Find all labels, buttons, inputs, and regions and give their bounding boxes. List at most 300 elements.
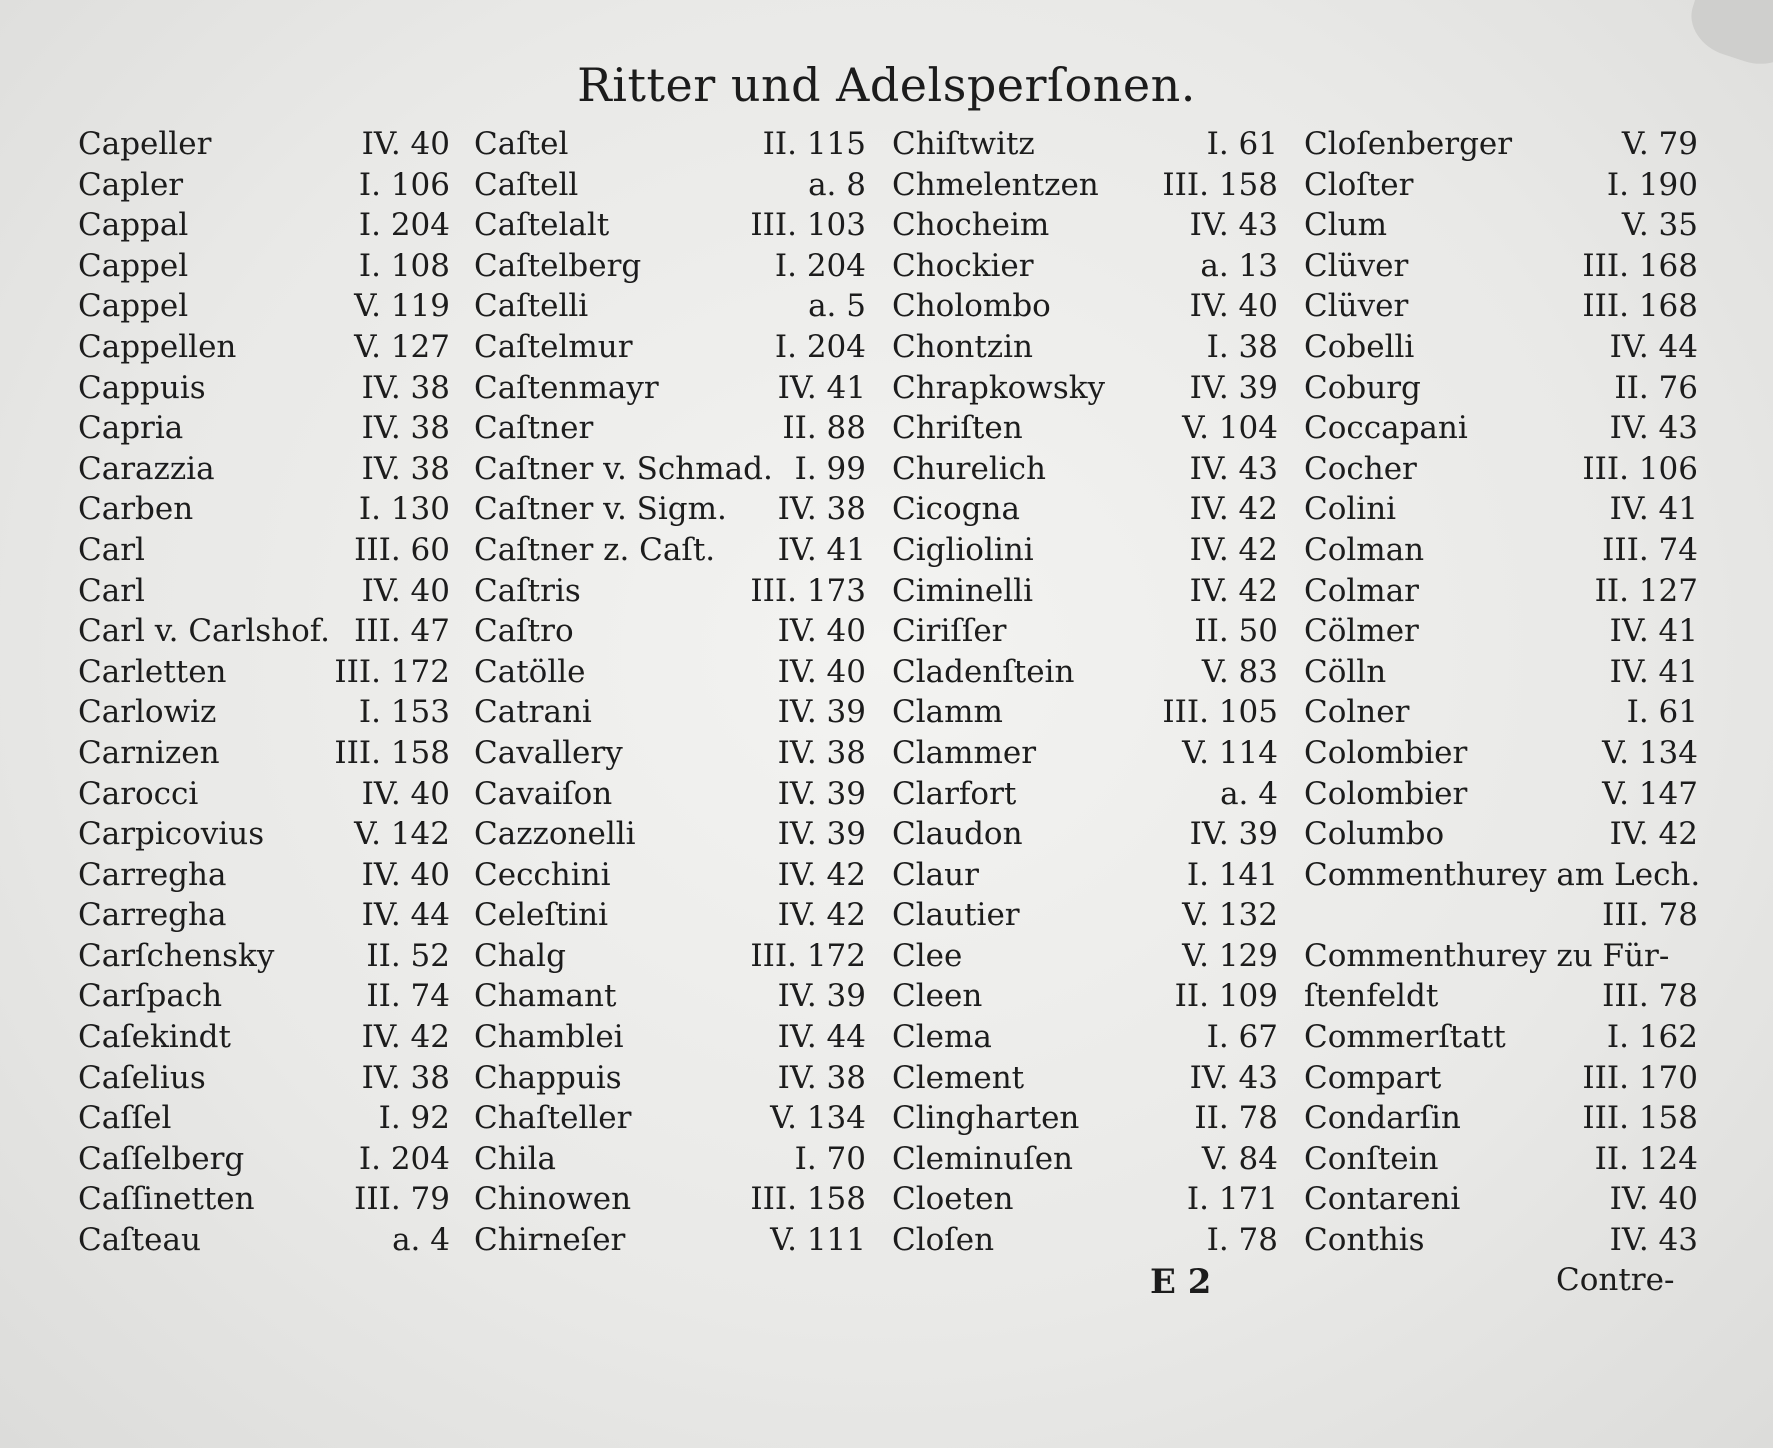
entry-name: Clammer xyxy=(892,734,1037,771)
entry-reference: III. 170 xyxy=(1582,1059,1698,1096)
index-entry xyxy=(1304,733,1698,774)
index-entry xyxy=(78,814,450,855)
entry-name: ſtenfeldt xyxy=(1304,978,1439,1015)
index-entry xyxy=(78,368,450,409)
entry-name: Colombier xyxy=(1304,775,1468,812)
index-column-1 xyxy=(78,124,450,1261)
index-entry xyxy=(474,1098,866,1139)
entry-name: Chrapkowsky xyxy=(892,369,1106,406)
entry-name: Cloſenberger xyxy=(1304,126,1513,162)
index-entry xyxy=(474,286,866,327)
entry-name: Carregha xyxy=(78,897,227,934)
index-entry xyxy=(892,733,1278,774)
entry-reference: III. 106 xyxy=(1582,450,1698,487)
entry-name: Commenthurey am Lech. xyxy=(1304,856,1701,893)
entry-name: Cappal xyxy=(78,207,189,244)
entry-reference: I. 130 xyxy=(358,491,450,528)
entry-reference: III. 47 xyxy=(354,613,450,650)
index-entry xyxy=(892,368,1278,409)
index-entry xyxy=(892,530,1278,571)
entry-reference: I. 171 xyxy=(1186,1181,1278,1218)
index-entry xyxy=(78,530,450,571)
entry-name: Chmelentzen xyxy=(892,166,1099,203)
index-entry xyxy=(78,327,450,368)
entry-reference: IV. 43 xyxy=(1189,207,1278,244)
index-entry xyxy=(1304,489,1698,530)
entry-name: Clautier xyxy=(892,897,1020,934)
index-column-4 xyxy=(1304,124,1701,1261)
entry-name: Cavaiſon xyxy=(474,775,613,812)
entry-name: Cloſter xyxy=(1304,166,1414,203)
entry-name: Caſſinetten xyxy=(78,1181,255,1218)
entry-name: Clingharten xyxy=(892,1100,1080,1137)
index-entry xyxy=(474,124,866,165)
entry-reference: a. 5 xyxy=(808,288,866,325)
entry-reference: I. 99 xyxy=(794,450,866,487)
index-entry xyxy=(78,774,450,815)
entry-name: Ciriſſer xyxy=(892,613,1007,650)
entry-name: Condarſin xyxy=(1304,1100,1461,1137)
entry-name: Colmar xyxy=(1304,572,1419,609)
index-entry xyxy=(1304,611,1698,652)
index-entry xyxy=(78,652,450,693)
entry-reference: IV. 40 xyxy=(361,775,450,812)
entry-name: Caſtelmur xyxy=(474,328,633,365)
entry-reference: II. 115 xyxy=(762,126,866,162)
index-entry xyxy=(892,449,1278,490)
entry-reference: IV. 40 xyxy=(361,856,450,893)
index-entry xyxy=(78,1179,450,1220)
entry-reference: IV. 44 xyxy=(777,1019,866,1056)
index-entry xyxy=(474,692,866,733)
entry-reference: II. 74 xyxy=(366,978,450,1015)
index-entry xyxy=(892,1179,1278,1220)
entry-name: Chamant xyxy=(474,978,617,1015)
entry-reference: II. 50 xyxy=(1194,613,1278,650)
entry-reference: III. 158 xyxy=(1582,1100,1698,1137)
entry-reference: I. 204 xyxy=(358,1140,450,1177)
entry-reference: IV. 40 xyxy=(361,126,450,162)
index-entry xyxy=(474,408,866,449)
index-entry xyxy=(1304,1098,1698,1139)
entry-name: Catölle xyxy=(474,653,586,690)
entry-reference: III. 79 xyxy=(354,1181,450,1218)
entry-name: Chalg xyxy=(474,937,566,974)
entry-name: Conſtein xyxy=(1304,1140,1439,1177)
entry-reference: III. 168 xyxy=(1582,288,1698,325)
index-entry xyxy=(1304,327,1698,368)
entry-reference: V. 147 xyxy=(1602,775,1698,812)
entry-name: Colombier xyxy=(1304,734,1468,771)
index-entry xyxy=(78,124,450,165)
index-entry xyxy=(892,976,1278,1017)
entry-reference: IV. 42 xyxy=(1609,816,1698,853)
entry-name: Clarfort xyxy=(892,775,1017,812)
index-entry xyxy=(892,895,1278,936)
entry-name: Chirneſer xyxy=(474,1222,626,1259)
entry-name: Carl v. Carlshof. xyxy=(78,613,331,650)
entry-name: Carl xyxy=(78,531,145,568)
entry-reference: I. 204 xyxy=(774,247,866,284)
index-entry xyxy=(1304,652,1698,693)
entry-reference: V. 84 xyxy=(1201,1140,1278,1177)
entry-name: Caſelius xyxy=(78,1059,206,1096)
index-entry xyxy=(892,814,1278,855)
entry-name: Carlowiz xyxy=(78,694,217,731)
entry-name: Contareni xyxy=(1304,1181,1461,1218)
index-entry xyxy=(1304,408,1698,449)
entry-name: Carſpach xyxy=(78,978,223,1015)
entry-reference: V. 119 xyxy=(354,288,450,325)
entry-name: Cappel xyxy=(78,288,189,325)
entry-name: Colner xyxy=(1304,694,1410,731)
index-entry xyxy=(474,530,866,571)
entry-name: Claudon xyxy=(892,816,1023,853)
index-entry xyxy=(474,205,866,246)
entry-name: Chamblei xyxy=(474,1019,624,1056)
entry-name: Chontzin xyxy=(892,328,1033,365)
index-entry xyxy=(1304,205,1698,246)
index-column-3 xyxy=(892,124,1278,1261)
entry-name: Commenthurey zu Für- xyxy=(1304,937,1670,974)
entry-reference: I. 67 xyxy=(1206,1019,1278,1056)
entry-name: Carben xyxy=(78,491,194,528)
entry-reference: IV. 43 xyxy=(1189,1059,1278,1096)
entry-name: Caſtenmayr xyxy=(474,369,659,406)
entry-name: Coccapani xyxy=(1304,410,1468,447)
entry-name: Clum xyxy=(1304,207,1387,244)
entry-name: Cladenſtein xyxy=(892,653,1075,690)
entry-reference: II. 88 xyxy=(782,410,866,447)
entry-name: Caſtelberg xyxy=(474,247,642,284)
index-entry xyxy=(78,246,450,287)
index-entry xyxy=(1304,774,1698,815)
index-entry xyxy=(78,895,450,936)
entry-reference: IV. 41 xyxy=(777,531,866,568)
entry-name: Churelich xyxy=(892,450,1046,487)
index-entry xyxy=(78,449,450,490)
entry-name: Carl xyxy=(78,572,145,609)
entry-name: Clamm xyxy=(892,694,1003,731)
entry-name: Cloſen xyxy=(892,1222,995,1259)
entry-reference: I. 153 xyxy=(358,694,450,731)
entry-name: Capler xyxy=(78,166,184,203)
entry-name: Carſchensky xyxy=(78,937,275,974)
entry-reference: I. 38 xyxy=(1206,328,1278,365)
index-entry xyxy=(474,611,866,652)
index-entry xyxy=(1304,165,1698,206)
entry-reference: IV. 42 xyxy=(1189,572,1278,609)
entry-reference: V. 83 xyxy=(1201,653,1278,690)
entry-name: Columbo xyxy=(1304,816,1445,853)
index-entry xyxy=(474,1179,866,1220)
entry-reference: IV. 39 xyxy=(777,694,866,731)
index-entry xyxy=(78,286,450,327)
entry-name: Clee xyxy=(892,937,963,974)
index-entry xyxy=(892,652,1278,693)
entry-name: Caſekindt xyxy=(78,1019,231,1056)
entry-name: Cholombo xyxy=(892,288,1051,325)
entry-reference: IV. 42 xyxy=(1189,531,1278,568)
index-entry xyxy=(892,774,1278,815)
entry-reference: III. 172 xyxy=(334,653,450,690)
index-entry xyxy=(78,165,450,206)
index-entry xyxy=(78,1017,450,1058)
page-title: Ritter und Adelsperſonen. xyxy=(577,58,1196,112)
index-entry xyxy=(78,1220,450,1261)
index-entry xyxy=(1304,976,1698,1017)
entry-name: Carregha xyxy=(78,856,227,893)
index-entry xyxy=(474,976,866,1017)
entry-name: Cölln xyxy=(1304,653,1387,690)
entry-reference: a. 8 xyxy=(808,166,866,203)
entry-name: Caſtelalt xyxy=(474,207,610,244)
entry-name: Carpicovius xyxy=(78,816,265,853)
entry-name: Carazzia xyxy=(78,450,215,487)
entry-reference: III. 158 xyxy=(750,1181,866,1218)
entry-reference: IV. 38 xyxy=(361,450,450,487)
entry-reference: V. 111 xyxy=(770,1222,866,1259)
index-entry xyxy=(892,1220,1278,1261)
entry-reference: V. 142 xyxy=(354,816,450,853)
entry-reference: IV. 40 xyxy=(1189,288,1278,325)
index-entry xyxy=(892,1139,1278,1180)
entry-reference: IV. 44 xyxy=(1609,328,1698,365)
index-entry xyxy=(1304,1139,1698,1180)
index-entry xyxy=(1304,692,1698,733)
entry-reference: IV. 39 xyxy=(777,775,866,812)
entry-reference: III. 78 xyxy=(1602,897,1698,934)
index-entry xyxy=(78,489,450,530)
entry-reference: V. 79 xyxy=(1621,126,1698,162)
entry-reference: I. 78 xyxy=(1206,1222,1278,1259)
index-entry xyxy=(892,1058,1278,1099)
entry-reference: V. 127 xyxy=(354,328,450,365)
entry-reference: IV. 42 xyxy=(777,897,866,934)
entry-name: Chinowen xyxy=(474,1181,632,1218)
entry-name: Cölmer xyxy=(1304,613,1419,650)
index-entry xyxy=(892,1098,1278,1139)
entry-reference: IV. 38 xyxy=(777,1059,866,1096)
entry-reference: IV. 40 xyxy=(1609,1181,1698,1218)
index-entry xyxy=(474,368,866,409)
entry-name: Clüver xyxy=(1304,247,1409,284)
index-entry xyxy=(1304,1017,1698,1058)
index-entry xyxy=(78,692,450,733)
entry-reference: II. 124 xyxy=(1594,1140,1698,1177)
index-entry xyxy=(78,855,450,896)
index-entry xyxy=(78,571,450,612)
entry-reference: IV. 40 xyxy=(777,613,866,650)
index-entry xyxy=(1304,530,1698,571)
entry-reference: III. 74 xyxy=(1602,531,1698,568)
index-entry xyxy=(474,733,866,774)
entry-name: Chocheim xyxy=(892,207,1050,244)
entry-reference: V. 35 xyxy=(1621,207,1698,244)
entry-name: Capeller xyxy=(78,126,212,162)
entry-name: Caſtel xyxy=(474,126,569,162)
entry-reference: III. 173 xyxy=(750,572,866,609)
index-entry xyxy=(1304,246,1698,287)
entry-name: Coburg xyxy=(1304,369,1421,406)
entry-name: Cazzonelli xyxy=(474,816,636,853)
index-entry xyxy=(474,1058,866,1099)
index-entry xyxy=(1304,814,1698,855)
entry-reference: V. 129 xyxy=(1182,937,1278,974)
entry-reference: IV. 43 xyxy=(1609,410,1698,447)
entry-name: Clema xyxy=(892,1019,992,1056)
entry-reference: I. 106 xyxy=(358,166,450,203)
entry-name: Carnizen xyxy=(78,734,220,771)
index-entry xyxy=(78,976,450,1017)
entry-reference: I. 204 xyxy=(358,207,450,244)
entry-name: Carletten xyxy=(78,653,227,690)
entry-name: Caſtris xyxy=(474,572,581,609)
entry-name: Catrani xyxy=(474,694,592,731)
index-entry xyxy=(892,571,1278,612)
entry-reference: IV. 38 xyxy=(777,734,866,771)
entry-name: Caſtner z. Caſt. xyxy=(474,531,716,568)
entry-reference: II. 76 xyxy=(1614,369,1698,406)
entry-reference: I. 61 xyxy=(1626,694,1698,731)
entry-name: Clüver xyxy=(1304,288,1409,325)
index-entry xyxy=(474,1017,866,1058)
index-entry xyxy=(78,205,450,246)
index-entry xyxy=(474,936,866,977)
entry-name: Caſtner xyxy=(474,410,594,447)
entry-reference: IV. 40 xyxy=(777,653,866,690)
entry-reference: I. 61 xyxy=(1206,126,1278,162)
index-entry xyxy=(474,814,866,855)
entry-reference: IV. 39 xyxy=(1189,816,1278,853)
entry-name: Caſſelberg xyxy=(78,1140,245,1177)
entry-reference: IV. 40 xyxy=(361,572,450,609)
index-entry xyxy=(892,246,1278,287)
index-entry xyxy=(892,692,1278,733)
catchword: Contre- xyxy=(1556,1262,1675,1298)
entry-reference: I. 70 xyxy=(794,1140,866,1177)
index-entry xyxy=(474,855,866,896)
entry-name: Cocher xyxy=(1304,450,1417,487)
entry-reference: I. 141 xyxy=(1186,856,1278,893)
entry-reference: I. 108 xyxy=(358,247,450,284)
entry-name: Caſtro xyxy=(474,613,574,650)
entry-reference: IV. 42 xyxy=(361,1019,450,1056)
index-entry xyxy=(892,611,1278,652)
entry-reference: a. 4 xyxy=(1220,775,1278,812)
index-entry xyxy=(892,124,1278,165)
index-entry xyxy=(892,1017,1278,1058)
entry-name: Capria xyxy=(78,410,184,447)
entry-reference: IV. 41 xyxy=(1609,491,1698,528)
entry-name: Cigliolini xyxy=(892,531,1034,568)
entry-name: Cicogna xyxy=(892,491,1020,528)
entry-reference: IV. 39 xyxy=(777,816,866,853)
index-entry xyxy=(474,165,866,206)
entry-name: Cleen xyxy=(892,978,983,1015)
entry-reference: IV. 43 xyxy=(1609,1222,1698,1259)
index-entry xyxy=(474,571,866,612)
entry-reference: IV. 43 xyxy=(1189,450,1278,487)
entry-reference: II. 127 xyxy=(1594,572,1698,609)
entry-name: Caſteau xyxy=(78,1222,201,1259)
index-entry xyxy=(1304,368,1698,409)
entry-name: Cobelli xyxy=(1304,328,1415,365)
index-entry xyxy=(78,1139,450,1180)
index-entry xyxy=(474,327,866,368)
entry-reference: IV. 38 xyxy=(361,369,450,406)
entry-name: Commerſtatt xyxy=(1304,1019,1506,1056)
entry-name: Cleminuſen xyxy=(892,1140,1074,1177)
entry-reference: III. 172 xyxy=(750,937,866,974)
index-entry xyxy=(892,205,1278,246)
index-entry xyxy=(474,1220,866,1261)
entry-name: Chappuis xyxy=(474,1059,622,1096)
index-entry xyxy=(1304,1179,1698,1220)
entry-reference: I. 190 xyxy=(1606,166,1698,203)
entry-name: Clement xyxy=(892,1059,1025,1096)
index-entry xyxy=(892,165,1278,206)
entry-reference: IV. 39 xyxy=(1189,369,1278,406)
entry-reference: III. 158 xyxy=(334,734,450,771)
entry-reference: III. 103 xyxy=(750,207,866,244)
index-entry xyxy=(474,449,866,490)
entry-reference: IV. 39 xyxy=(777,978,866,1015)
index-entry xyxy=(892,408,1278,449)
entry-name: Claur xyxy=(892,856,979,893)
entry-reference: V. 104 xyxy=(1182,410,1278,447)
index-entry xyxy=(474,652,866,693)
index-entry xyxy=(78,733,450,774)
entry-name: Caſtelli xyxy=(474,288,589,325)
entry-reference: II. 52 xyxy=(366,937,450,974)
entry-reference: I. 162 xyxy=(1606,1019,1698,1056)
index-entry xyxy=(78,936,450,977)
index-entry xyxy=(892,286,1278,327)
entry-reference: V. 132 xyxy=(1182,897,1278,934)
entry-reference: a. 4 xyxy=(392,1222,450,1259)
entry-name: Cloeten xyxy=(892,1181,1014,1218)
entry-reference: V. 134 xyxy=(1602,734,1698,771)
entry-reference: III. 105 xyxy=(1162,694,1278,731)
entry-reference: IV. 38 xyxy=(361,410,450,447)
entry-reference: IV. 44 xyxy=(361,897,450,934)
entry-reference: II. 78 xyxy=(1194,1100,1278,1137)
index-entry xyxy=(892,936,1278,977)
entry-name: Colini xyxy=(1304,491,1397,528)
entry-reference: III. 168 xyxy=(1582,247,1698,284)
entry-name: Chaſteller xyxy=(474,1100,632,1137)
entry-reference: III. 158 xyxy=(1162,166,1278,203)
signature-mark: E 2 xyxy=(1150,1262,1212,1302)
entry-reference: IV. 41 xyxy=(1609,613,1698,650)
entry-reference: IV. 41 xyxy=(777,369,866,406)
entry-name: Compart xyxy=(1304,1059,1442,1096)
entry-reference: a. 13 xyxy=(1200,247,1278,284)
entry-name: Caſſel xyxy=(78,1100,172,1137)
index-entry xyxy=(1304,124,1698,165)
entry-name: Chriſten xyxy=(892,410,1023,447)
index-entry xyxy=(474,1139,866,1180)
entry-name: Cappuis xyxy=(78,369,206,406)
index-entry xyxy=(1304,1220,1698,1261)
index-entry xyxy=(78,1058,450,1099)
index-entry xyxy=(892,855,1278,896)
entry-name: Colman xyxy=(1304,531,1425,568)
index-entry xyxy=(474,774,866,815)
entry-name: Chockier xyxy=(892,247,1034,284)
index-entry xyxy=(78,1098,450,1139)
